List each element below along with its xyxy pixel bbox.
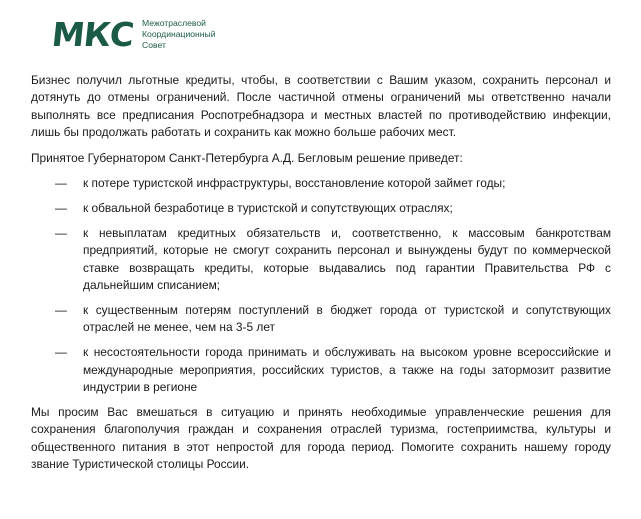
paragraph-2: Принятое Губернатором Санкт-Петербурга А.Д. Бегловым решение приведет: xyxy=(31,150,463,165)
list-item-text: к несостоятельности города принимать и обслуживать на высоком уровне всероссийские и международные мероприятия, российских туристов, а также на годы затормозит развитие индустрии в регионе xyxy=(83,345,611,395)
list-item-text: к обвальной безработице в туристской и сопутствующих отраслях; xyxy=(83,200,453,215)
list-item xyxy=(31,200,611,217)
list-item xyxy=(31,225,611,295)
list-dash: — xyxy=(55,345,67,360)
list-dash: — xyxy=(55,200,67,215)
list-item xyxy=(31,344,611,396)
logo-line-2: Координационный xyxy=(142,29,216,39)
paragraph-1: Бизнес получил льготные кредиты, чтобы, в соответствии с Вашим указом, сохранить персонал и дотянуть до отмены ограничений. После частичной отмены ограничений мы ответственно начали выполнять все предписания Роспотребнадзора и местных властей по противодействию инфекции, лишь бы продолжать работать и сохранить как можно больше рабочих мест. xyxy=(31,73,611,140)
logo-text xyxy=(142,18,215,51)
logo-line-3: Совет xyxy=(142,40,166,50)
list-item-text: к невыплатам кредитных обязательств и, соответственно, к массовым банкротствам предприятий, которые не смогут сохранить персонал и вынуждены будут по коммерческой ставке возвращать кредиты, которые выдавались под гарантии Правительства РФ с дальнейшим списанием; xyxy=(83,225,611,293)
consequences-list xyxy=(31,175,611,396)
list-dash: — xyxy=(55,176,67,191)
list-item xyxy=(31,302,611,337)
header-logo xyxy=(49,15,216,54)
list-item-text: к существенным потерям поступлений в бюджет города от туристской и сопутствующих отраслей не менее, чем на 3-5 лет xyxy=(83,302,611,335)
list-item xyxy=(31,175,611,192)
list-dash: — xyxy=(55,225,67,240)
logo-mark: МКС xyxy=(49,15,136,54)
logo-line-1: Межотраслевой xyxy=(142,18,206,28)
list-dash: — xyxy=(55,302,67,317)
list-item-text: к потере туристской инфраструктуры, восстановление которой займет годы; xyxy=(83,176,506,191)
paragraph-3: Мы просим Вас вмешаться в ситуацию и принять необходимые управленческие решения для сохранения благополучия граждан и сохранения отраслей туризма, гостеприимства, культуры и общественного питания в этот непростой для города период. Помогите сохранить нашему городу звание Туристической столицы России. xyxy=(31,405,611,472)
letter-body xyxy=(31,72,611,482)
